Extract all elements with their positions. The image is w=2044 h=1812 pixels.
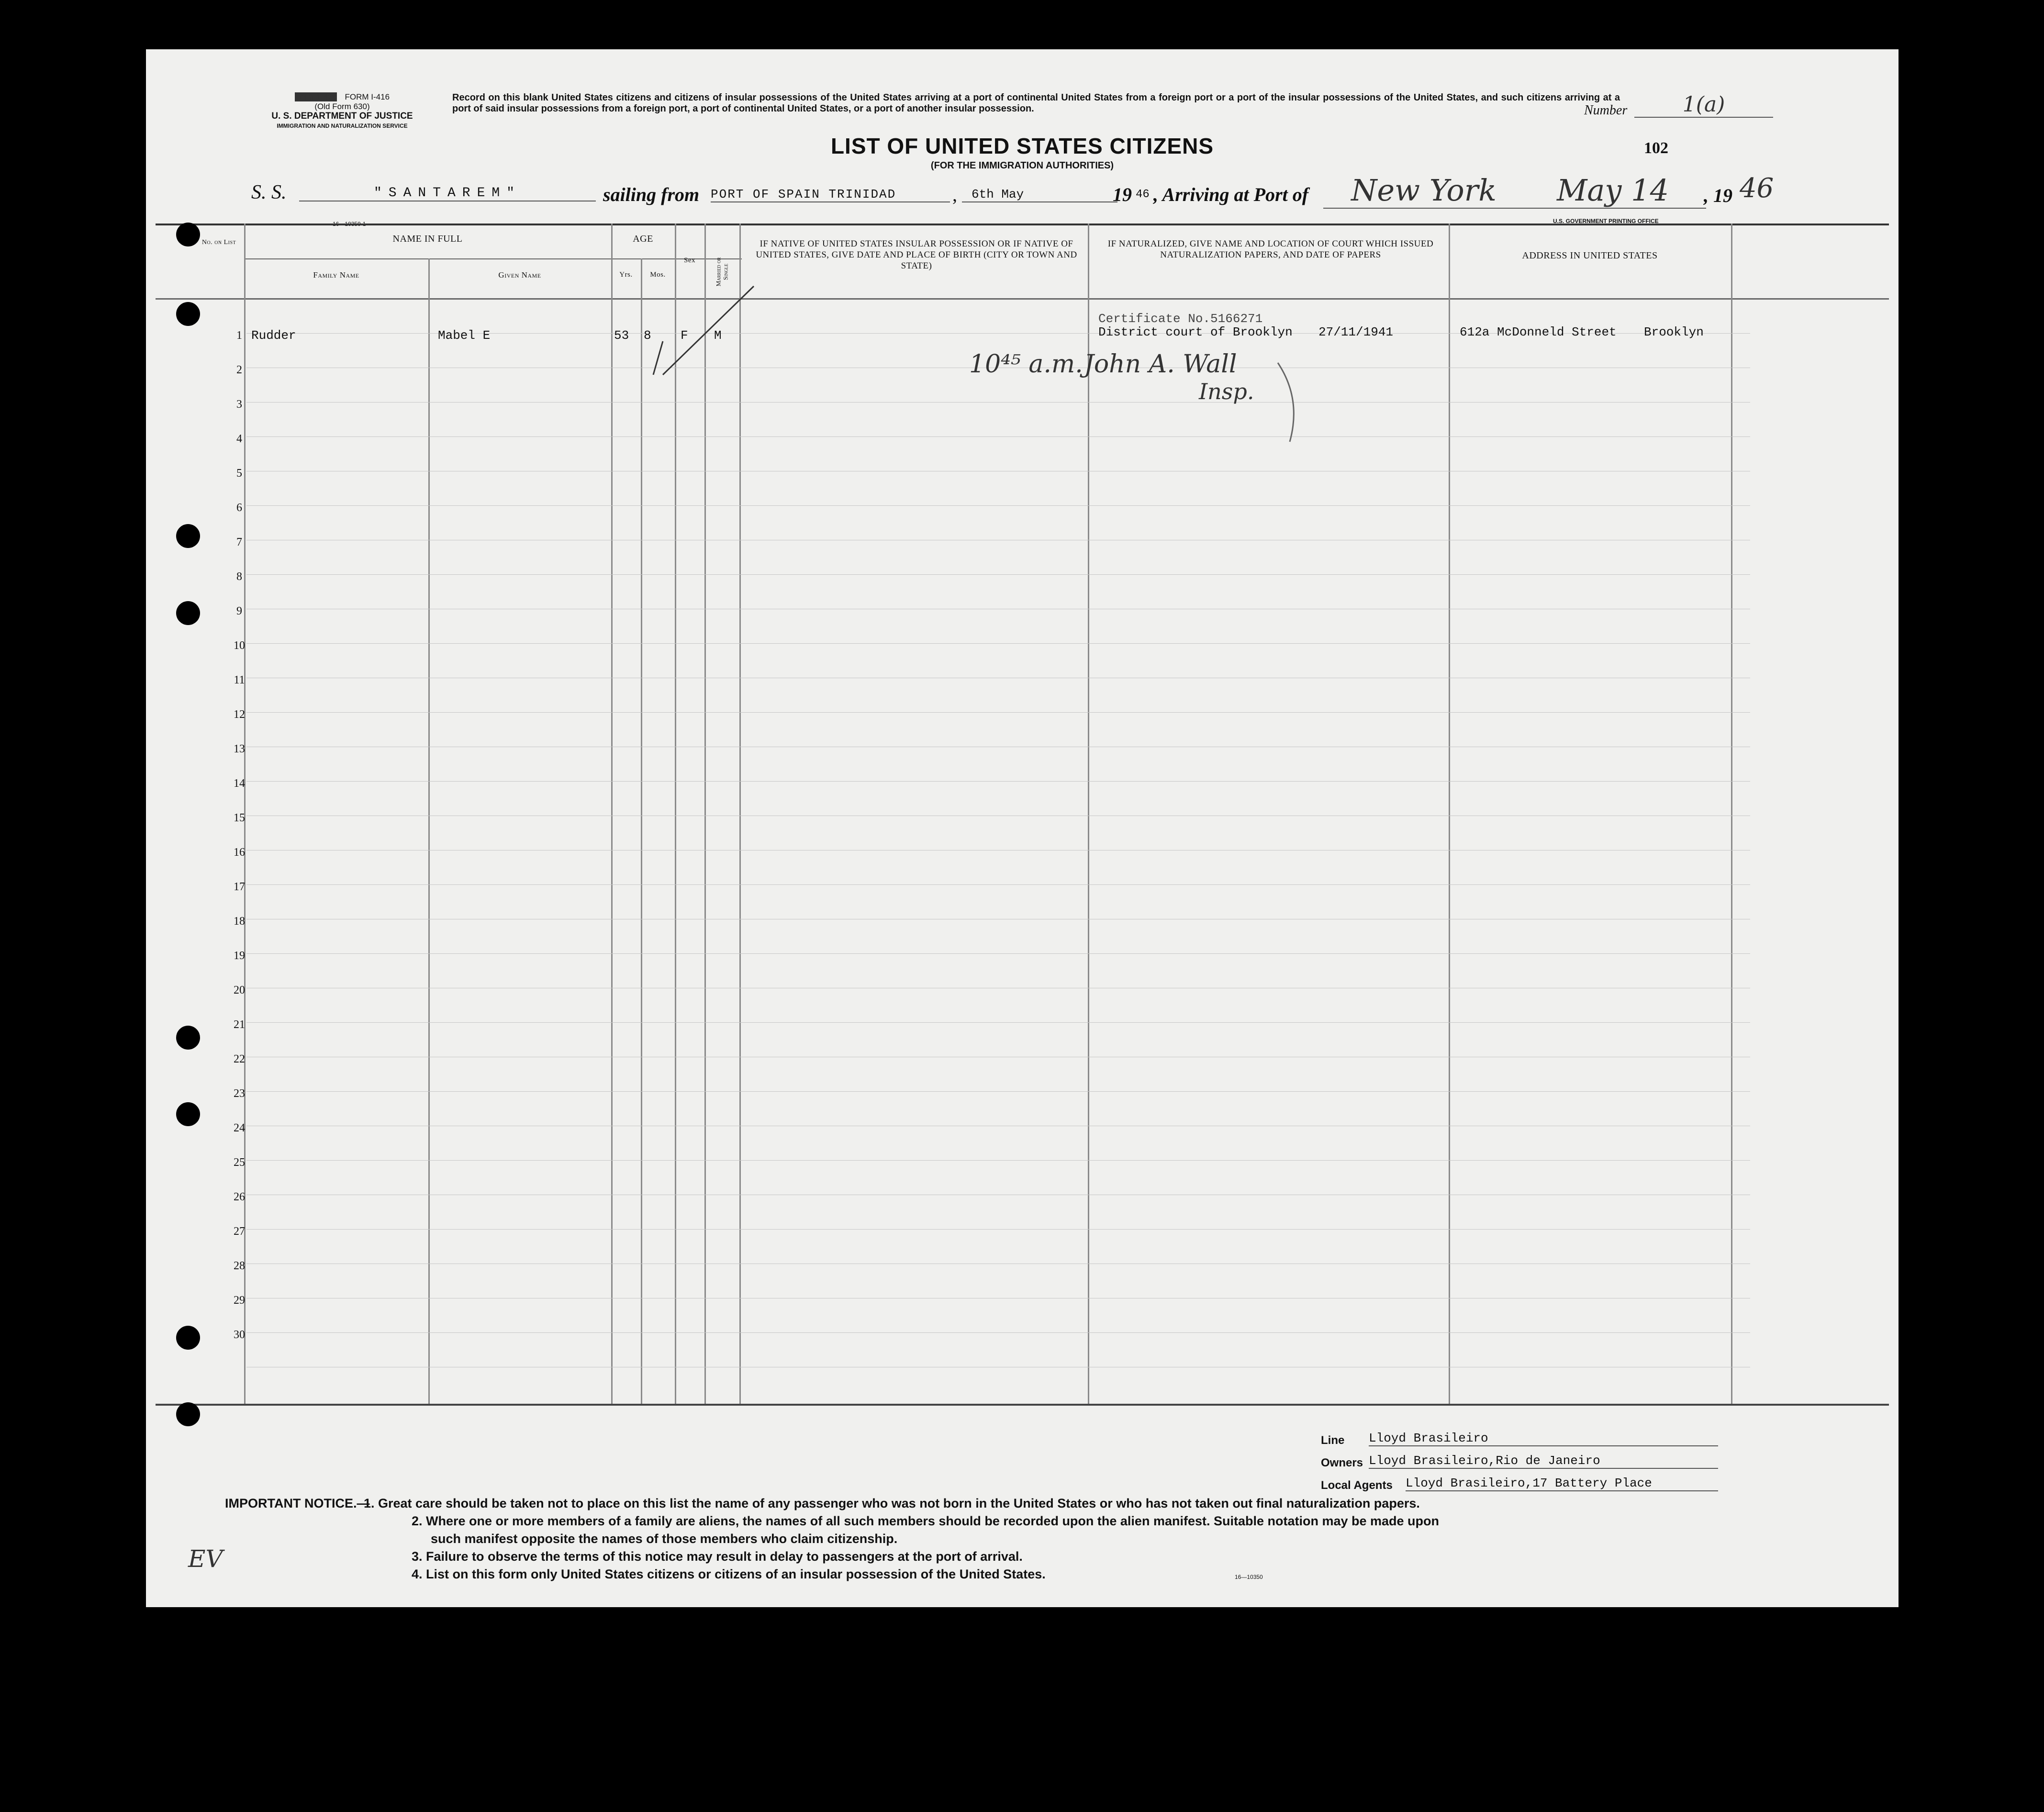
- row-rule: [246, 574, 1750, 575]
- binder-hole: [176, 1326, 200, 1350]
- print-code-bottom: 16—10350: [1235, 1574, 1263, 1580]
- mos-header: Mos.: [650, 271, 666, 279]
- row-number: 26: [234, 1191, 245, 1203]
- row-rule: [246, 1332, 1750, 1333]
- age-header: AGE: [633, 234, 653, 244]
- number-value: 1(a): [1634, 92, 1773, 118]
- row-number: 17: [234, 881, 245, 893]
- row-number: 9: [236, 605, 242, 617]
- row-number: 29: [234, 1294, 245, 1307]
- row-rule: [246, 643, 1750, 644]
- binder-hole: [176, 1026, 200, 1050]
- initials: EV: [188, 1545, 223, 1573]
- binder-hole: [176, 1402, 200, 1426]
- service: IMMIGRATION AND NATURALIZATION SERVICE: [277, 123, 408, 129]
- table-bottom-border: [156, 1404, 1889, 1406]
- binder-hole: [176, 601, 200, 625]
- entry-address: 612a McDonneld Street: [1460, 325, 1617, 339]
- notice-2a: 2. Where one or more members of a family are aliens, the names of all such members should be recorded upon the alien manifest. Suitable notation may be made upon: [412, 1514, 1440, 1528]
- row-number: 6: [236, 502, 242, 514]
- header-bottom-rule: [156, 298, 1889, 300]
- form-id-block: [242, 92, 443, 131]
- row-rule: [246, 402, 1750, 403]
- bracket-stroke: [1275, 360, 1304, 447]
- row-number: 13: [234, 743, 245, 755]
- col-sep-native: [1088, 224, 1089, 1404]
- check-mark-stroke: [644, 279, 759, 389]
- entry-mos: 8: [644, 328, 651, 343]
- col-sep-age: [675, 224, 676, 1404]
- arrival-port: New York: [1323, 173, 1524, 209]
- age-header-rule: [611, 258, 675, 259]
- row-number: 18: [234, 915, 245, 928]
- row-number: 20: [234, 984, 245, 996]
- entry-yrs: 53: [614, 328, 629, 343]
- row-rule: [246, 436, 1750, 437]
- row-number: 19: [234, 950, 245, 962]
- owners-value: Lloyd Brasileiro,Rio de Janeiro: [1369, 1454, 1718, 1469]
- sailing-from-label: sailing from: [603, 184, 700, 205]
- row-number: 1: [236, 329, 242, 342]
- table-top-border: [156, 224, 1889, 225]
- row-number: 12: [234, 708, 245, 721]
- entry-court-date: 27/11/1941: [1318, 325, 1394, 339]
- comma-1: ,: [952, 184, 957, 205]
- sail-date: 6th May: [962, 187, 1117, 202]
- sex-header: Sex: [684, 257, 695, 264]
- department: U. S. DEPARTMENT OF JUSTICE: [271, 111, 413, 121]
- entry-city: Brooklyn: [1644, 325, 1704, 339]
- row-number: 11: [234, 674, 245, 686]
- row-rule: [246, 884, 1750, 885]
- row-rule: [246, 1091, 1750, 1092]
- row-number: 8: [236, 570, 242, 583]
- form-old-name: Form 1-420: [294, 92, 337, 101]
- marital-header: Married or Single: [715, 257, 729, 287]
- row-number: 30: [234, 1329, 245, 1341]
- page-title: LIST OF UNITED STATES CITIZENS: [830, 134, 1214, 158]
- yrs-header: Yrs.: [619, 271, 633, 279]
- sailing-from-port: PORT OF SPAIN TRINIDAD: [711, 187, 950, 202]
- arrival-year: 46: [1740, 173, 1774, 204]
- notice-3: 3. Failure to observe the terms of this notice may result in delay to passengers at the port of arrival.: [412, 1549, 1023, 1564]
- entry-marital: M: [714, 328, 722, 343]
- print-office: U.S. GOVERNMENT PRINTING OFFICE: [1553, 218, 1659, 224]
- old-form: (Old Form 630): [314, 102, 370, 111]
- row-number: 28: [234, 1260, 245, 1272]
- arriving-label: , Arriving at Port of: [1153, 184, 1309, 205]
- print-code-left: 16—10350-1: [333, 221, 366, 227]
- ss-label: S. S.: [251, 181, 287, 203]
- notice-1: 1. Great care should be taken not to place on this list the name of any passenger who was not born in the United States or who has not taken out final naturalization papers.: [364, 1496, 1420, 1510]
- row-number: 16: [234, 846, 245, 859]
- row-number: 4: [236, 433, 242, 445]
- agents-label: Local Agents: [1321, 1479, 1393, 1492]
- manifest-sheet: [146, 49, 1899, 1607]
- col-sep-family: [428, 258, 430, 1404]
- given-name-header: Given Name: [498, 270, 541, 280]
- row-rule: [246, 781, 1750, 782]
- entry-certificate: Certificate No.5166271: [1098, 312, 1263, 326]
- binder-hole: [176, 524, 200, 548]
- row-number: 25: [234, 1156, 245, 1169]
- row-number: 22: [234, 1053, 245, 1065]
- row-number: 5: [236, 467, 242, 480]
- row-rule: [246, 1229, 1750, 1230]
- number-label: Number: [1584, 103, 1628, 118]
- col-sep-given: [611, 224, 613, 1404]
- col-sep-naturalized: [1449, 224, 1450, 1404]
- row-number: 7: [236, 536, 242, 548]
- handwritten-time: 10⁴⁵ a.m.: [969, 350, 1083, 379]
- binder-hole: [176, 1102, 200, 1126]
- comma-19: , 19: [1704, 185, 1732, 206]
- row-number: 2: [236, 364, 242, 376]
- row-number: 23: [234, 1087, 245, 1100]
- address-header: ADDRESS IN UNITED STATES: [1522, 250, 1658, 261]
- entry-sex: F: [681, 328, 688, 343]
- instruction-text: Record on this blank United States citizens and citizens of insular possessions of the United States arriving at a port of continental United States from a foreign port or a port of the insular possessions of the United States, and such citizens arriving at a port of said insular possessions from a foreign port, a port of continental United States, or a port of another insular possession.: [452, 92, 1620, 114]
- row-rule: [246, 1160, 1750, 1161]
- row-number: 3: [236, 398, 242, 411]
- col-sep-yrs: [641, 258, 642, 1404]
- row-rule: [246, 953, 1750, 954]
- page-subtitle: (FOR THE IMMIGRATION AUTHORITIES): [930, 160, 1114, 171]
- line-label: Line: [1321, 1434, 1345, 1447]
- col-sep-marital: [739, 224, 741, 1404]
- agents-value: Lloyd Brasileiro,17 Battery Place: [1406, 1476, 1718, 1491]
- row-number: 27: [234, 1225, 245, 1238]
- ship-name: "SANTAREM": [299, 186, 596, 201]
- inspector-title: Insp.: [1199, 379, 1254, 404]
- sail-year: 46: [1136, 188, 1150, 201]
- no-on-list-header: No. on List: [201, 239, 236, 246]
- line-value: Lloyd Brasileiro: [1369, 1431, 1718, 1446]
- entry-given-name: Mabel E: [438, 328, 491, 343]
- page-number: 102: [1644, 139, 1668, 157]
- naturalized-header: IF NATURALIZED, GIVE NAME AND LOCATION OF COURT WHICH ISSUED NATURALIZATION PAPERS, AND DATE OF PAPERS: [1107, 239, 1434, 260]
- year-prefix: 19: [1113, 184, 1132, 205]
- row-rule: [246, 712, 1750, 713]
- form-number: FORM I-416: [345, 92, 390, 101]
- row-number: 15: [234, 812, 245, 824]
- entry-court: District court of Brooklyn: [1098, 325, 1293, 339]
- entry-family-name: Rudder: [251, 328, 296, 343]
- arrival-date: May 14: [1519, 173, 1706, 209]
- native-insular-header: IF NATIVE OF UNITED STATES INSULAR POSSESSION OR IF NATIVE OF UNITED STATES, GIVE DATE AND PLACE OF BIRTH (CITY OR TOWN AND STATE): [756, 239, 1077, 271]
- col-sep-sex: [704, 224, 706, 1404]
- row-rule: [246, 1022, 1750, 1023]
- notice-2b: such manifest opposite the names of those members who claim citizenship.: [431, 1532, 898, 1546]
- notice-heading: IMPORTANT NOTICE.—: [225, 1496, 370, 1510]
- family-name-header: Family Name: [313, 270, 359, 280]
- col-sep-address: [1731, 224, 1732, 1404]
- row-number: 10: [234, 639, 245, 652]
- row-rule: [246, 505, 1750, 506]
- binder-hole: [176, 302, 200, 326]
- row-number: 14: [234, 777, 245, 790]
- name-in-full-header: NAME IN FULL: [392, 234, 463, 244]
- owners-label: Owners: [1321, 1456, 1363, 1469]
- row-number: 21: [234, 1018, 245, 1031]
- notice-4: 4. List on this form only United States citizens or citizens of an insular possession of the United States.: [412, 1567, 1046, 1581]
- row-number: 24: [234, 1122, 245, 1134]
- binder-hole: [176, 223, 200, 246]
- inspector-signature: John A. Wall: [1084, 350, 1237, 379]
